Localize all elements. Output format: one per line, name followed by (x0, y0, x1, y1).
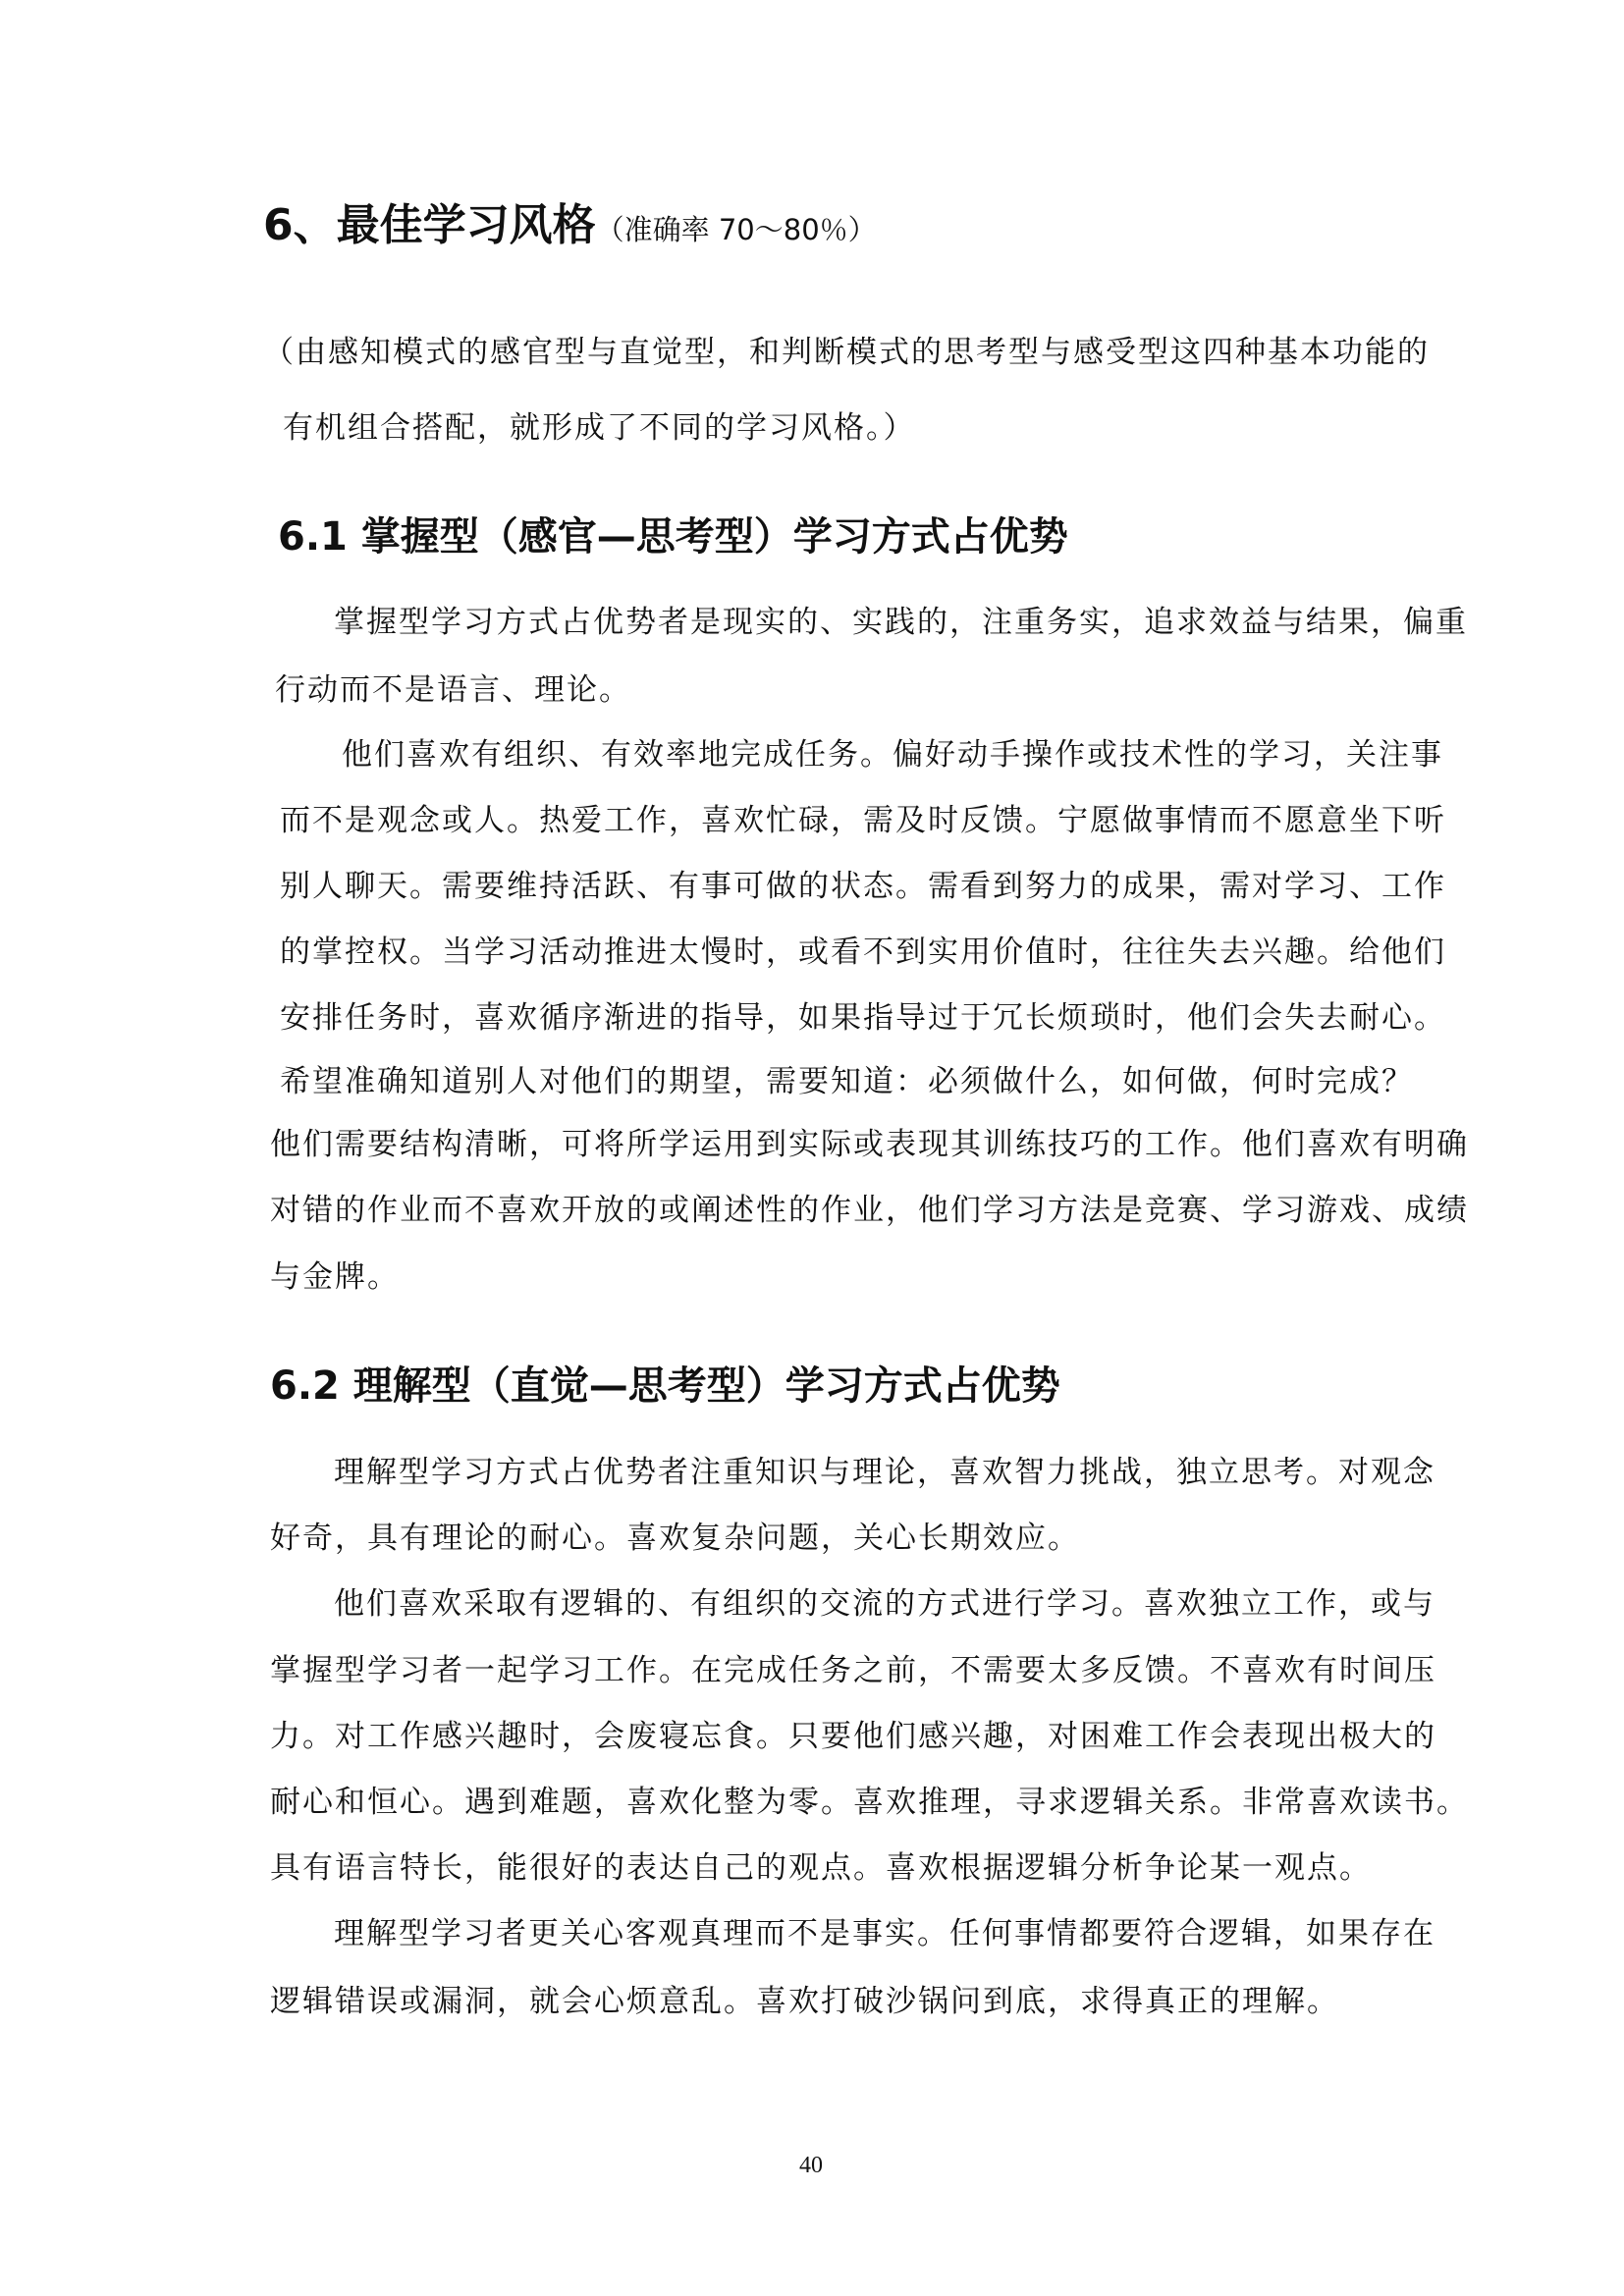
paragraph-line: 掌握型学习者一起学习工作。在完成任务之前，不需要太多反馈。不喜欢有时间压 (270, 1653, 1436, 1688)
paragraph-line: 好奇，具有理论的耐心。喜欢复杂问题，关心长期效应。 (270, 1521, 1080, 1556)
paragraph-line: 希望准确知道别人对他们的期望，需要知道：必须做什么，如何做，何时完成？ (280, 1064, 1414, 1099)
paragraph-line: 他们喜欢有组织、有效率地完成任务。偏好动手操作或技术性的学习，关注事 (342, 737, 1443, 773)
intro-line: （由感知模式的感官型与直觉型，和判断模式的思考型与感受型这四种基本功能的 (263, 335, 1430, 370)
paragraph-line: 力。对工作感兴趣时，会废寝忘食。只要他们感兴趣，对困难工作会表现出极大的 (270, 1719, 1436, 1754)
paragraph-line: 的掌控权。当学习活动推进太慢时，或看不到实用价值时，往往失去兴趣。给他们 (280, 934, 1446, 970)
paragraph-line: 理解型学习者更关心客观真理而不是事实。任何事情都要符合逻辑，如果存在 (334, 1916, 1435, 1951)
paragraph-line: 行动而不是语言、理论。 (275, 672, 631, 708)
subsection-heading: 6.1 掌握型（感官—思考型）学习方式占优势 (278, 514, 1068, 560)
paragraph-line: 耐心和恒心。遇到难题，喜欢化整为零。喜欢推理，寻求逻辑关系。非常喜欢读书。 (270, 1785, 1469, 1820)
subsection-heading: 6.2 理解型（直觉—思考型）学习方式占优势 (270, 1363, 1060, 1409)
heading-title: 6、最佳学习风格 (263, 200, 596, 250)
paragraph-line: 逻辑错误或漏洞，就会心烦意乱。喜欢打破沙锅问到底，求得真正的理解。 (270, 1984, 1339, 2019)
page-number: 40 (799, 2153, 823, 2178)
paragraph-line: 对错的作业而不喜欢开放的或阐述性的作业，他们学习方法是竞赛、学习游戏、成绩 (270, 1193, 1469, 1228)
paragraph-line: 别人聊天。需要维持活跃、有事可做的状态。需看到努力的成果，需对学习、工作 (280, 869, 1446, 904)
paragraph-line: 掌握型学习方式占优势者是现实的、实践的，注重务实，追求效益与结果，偏重 (334, 605, 1468, 640)
paragraph-line: 他们需要结构清晰，可将所学运用到实际或表现其训练技巧的工作。他们喜欢有明确 (270, 1127, 1469, 1162)
paragraph-line: 他们喜欢采取有逻辑的、有组织的交流的方式进行学习。喜欢独立工作，或与 (334, 1586, 1435, 1622)
paragraph-line: 理解型学习方式占优势者注重知识与理论，喜欢智力挑战，独立思考。对观念 (334, 1455, 1435, 1490)
intro-line: 有机组合搭配，就形成了不同的学习风格。） (283, 410, 916, 446)
paragraph-line: 与金牌。 (270, 1259, 400, 1295)
paragraph-line: 而不是观念或人。热爱工作，喜欢忙碌，需及时反馈。宁愿做事情而不愿意坐下听 (280, 803, 1446, 838)
paragraph-line: 具有语言特长，能很好的表达自己的观点。喜欢根据逻辑分析争论某一观点。 (270, 1850, 1372, 1886)
section-heading (263, 189, 877, 252)
heading-note: （准确率 70～80％） (595, 213, 877, 246)
paragraph-line: 安排任务时，喜欢循序渐进的指导，如果指导过于冗长烦琐时，他们会失去耐心。 (280, 1000, 1446, 1036)
